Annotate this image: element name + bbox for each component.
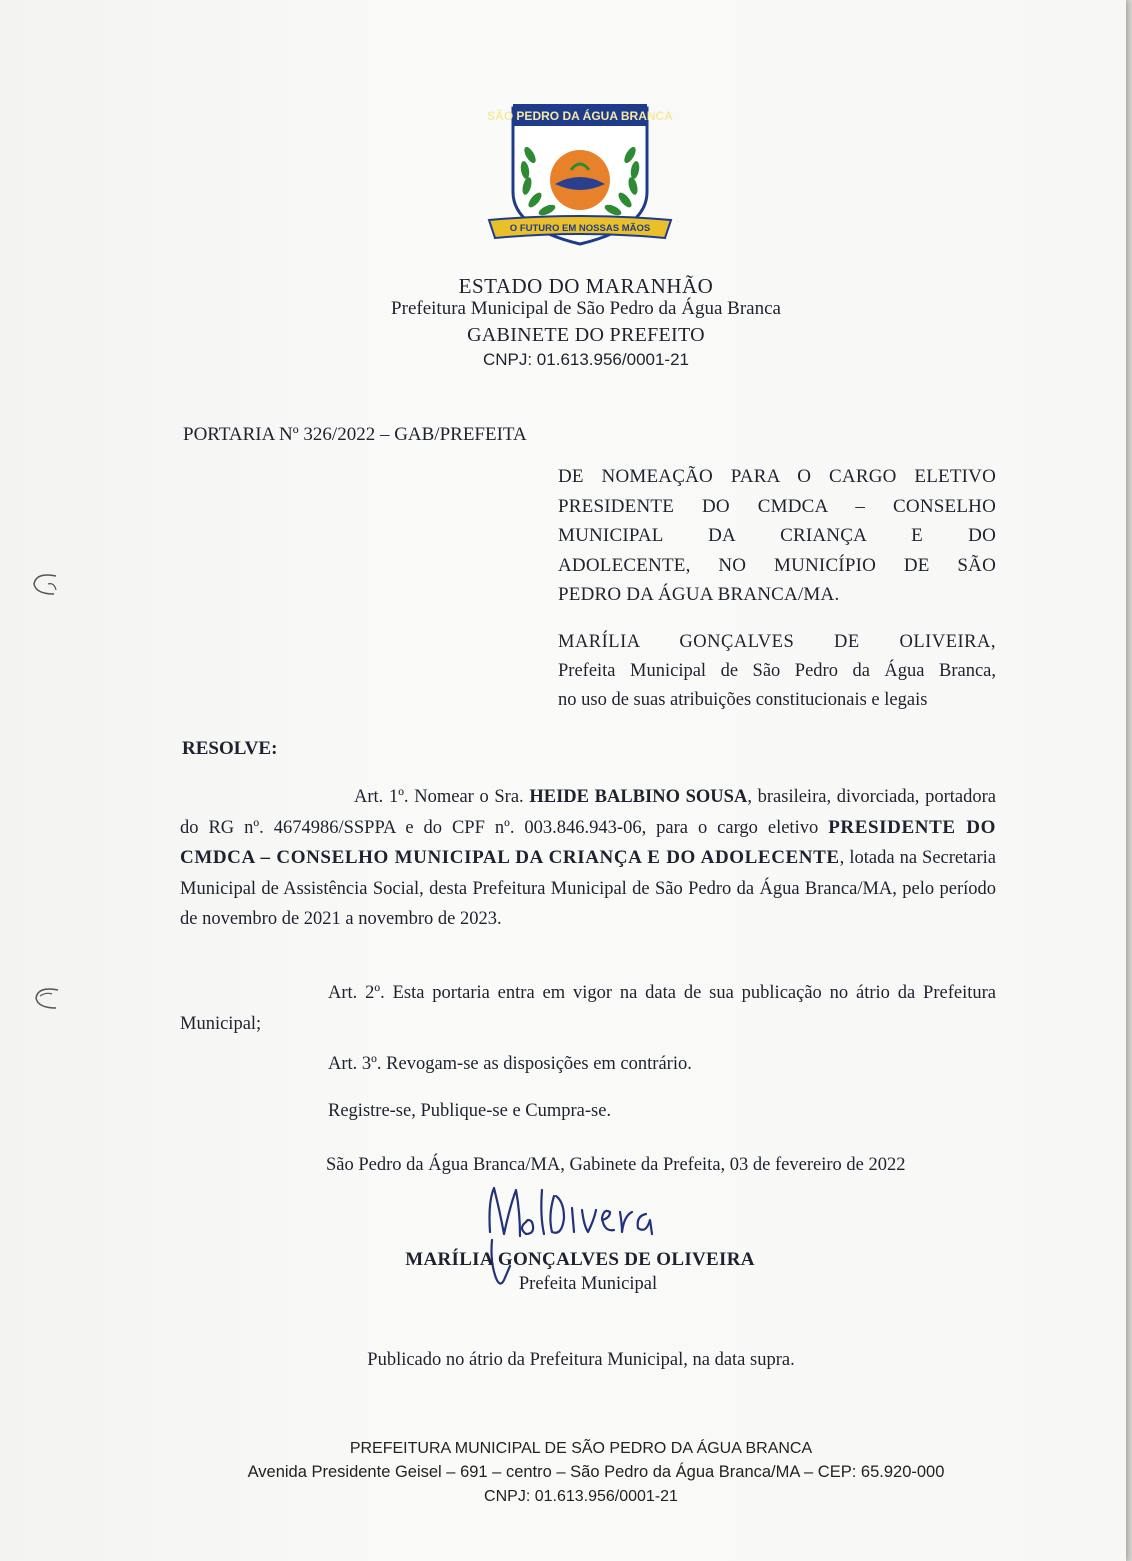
article-1-closing: , lotada na Secretaria Municipal de Assistência Social, desta Prefeitura Municipal de São Pedro da Água Branca/MA, pelo período de novembro de 2021 a novembro de 2023.	[180, 848, 997, 929]
preamble-clause: no uso de suas atribuições constitucionais e legais	[558, 690, 928, 710]
header-prefecture: Prefeitura Municipal de São Pedro da Água Branca	[391, 298, 781, 319]
preamble-role: Prefeita Municipal de São Pedro da Água Branca,	[558, 661, 996, 681]
ementa-line: PRESIDENTE DO CMDCA – CONSELHO	[558, 495, 996, 517]
signatory-role: Prefeita Municipal	[518, 1274, 658, 1294]
punch-hole-mark	[30, 984, 64, 1012]
punch-hole-mark	[30, 570, 64, 598]
header-state: ESTADO DO MARANHÃO	[458, 274, 714, 298]
ementa-line: MUNICIPAL DA CRIANÇA E DO	[558, 525, 996, 546]
ementa-line: PEDRO DA ÁGUA BRANCA/MA.	[558, 584, 840, 605]
footer-cnpj: CNPJ: 01.613.956/0001-21	[484, 1488, 678, 1505]
article-2: Art. 2º. Esta portaria entra em vigor na data de sua publicação no átrio da Prefeitura Municipal;	[180, 983, 996, 1034]
signatory-name: MARÍLIA GONÇALVES DE OLIVEIRA	[405, 1249, 755, 1270]
article-1-details: , brasileira, divorciada, portadora do RG nº. 4674986/SSPPA e do CPF nº. 003.846.943-06, para o cargo eletivo	[180, 787, 996, 838]
preamble	[558, 628, 996, 715]
crest-banner-bottom: O FUTURO EM NOSSAS MÃOS	[509, 223, 651, 234]
article-1-intro: Art. 1º. Nomear o Sra.	[354, 787, 530, 807]
resolve-heading: RESOLVE:	[182, 738, 278, 759]
footer-institution: PREFEITURA MUNICIPAL DE SÃO PEDRO DA ÁGUA BRANCA	[349, 1440, 813, 1457]
header-office: GABINETE DO PREFEITO	[467, 324, 705, 346]
article-1	[180, 782, 996, 935]
appointee-name: HEIDE BALBINO SOUSA	[529, 787, 748, 807]
ementa-line: DE NOMEAÇÃO PARA O CARGO ELETIVO	[558, 466, 996, 487]
header-cnpj: CNPJ: 01.613.956/0001-21	[482, 350, 690, 369]
register-clause: Registre-se, Publique-se e Cumpra-se.	[328, 1101, 612, 1121]
publication-note: Publicado no átrio da Prefeitura Municipal, na data supra.	[367, 1350, 795, 1370]
crest-banner-top: SÃO PEDRO DA ÁGUA BRANCA	[487, 109, 673, 123]
article-3: Art. 3º. Revogam-se as disposições em contrário.	[328, 1054, 692, 1074]
preamble-name: MARÍLIA GONÇALVES DE OLIVEIRA,	[558, 632, 996, 652]
place-and-date: São Pedro da Água Branca/MA, Gabinete da Prefeita, 03 de fevereiro de 2022	[326, 1155, 906, 1175]
ementa-line: ADOLECENTE, NO MUNICÍPIO DE SÃO	[558, 554, 996, 576]
ementa	[558, 462, 996, 610]
portaria-number: PORTARIA Nº 326/2022 – GAB/PREFEITA	[183, 424, 527, 445]
footer-address: Avenida Presidente Geisel – 691 – centro – São Pedro da Água Branca/MA – CEP: 65.920-000	[247, 1463, 945, 1481]
municipal-crest-logo	[485, 100, 675, 248]
appointed-position: PRESIDENTE DO CMDCA – CONSELHO MUNICIPAL DA CRIANÇA E DO ADOLECENTE	[180, 816, 996, 868]
